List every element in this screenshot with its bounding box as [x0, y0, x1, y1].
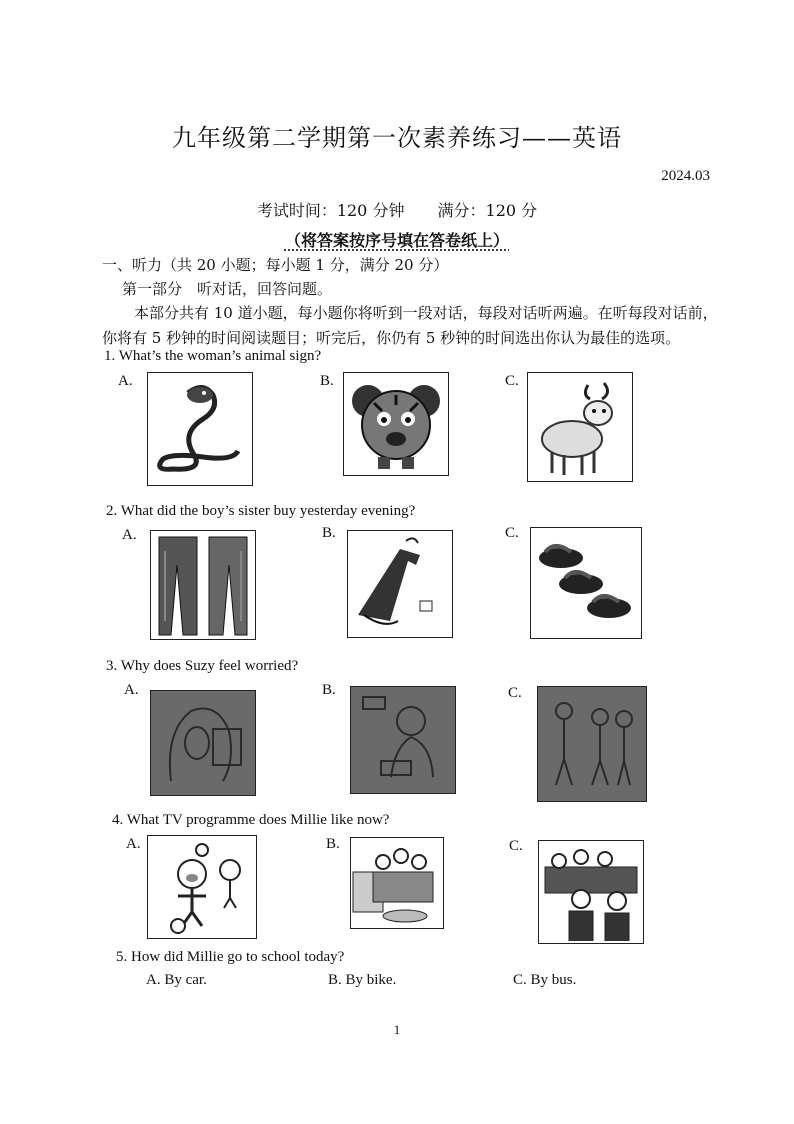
q5-option-b: B. By bike.: [328, 972, 397, 988]
question-3: 3. Why does Suzy feel worried?: [106, 658, 299, 674]
q4-option-a: A.: [126, 836, 141, 852]
tiger-image: [343, 372, 449, 476]
exam-time: 考试时间：120 分钟: [256, 201, 405, 220]
snake-image: [147, 372, 253, 486]
q2-option-a: A.: [122, 527, 137, 543]
q4-option-b: B.: [326, 836, 340, 852]
girl-reading-image: [150, 690, 256, 796]
exam-info: [0, 198, 794, 221]
dress-image: [347, 530, 453, 638]
q1-option-b: B.: [320, 373, 334, 389]
q2-option-b: B.: [322, 525, 336, 541]
q4-option-c: C.: [509, 838, 523, 854]
exam-date: 2024.03: [661, 168, 710, 184]
page-number: 1: [393, 1022, 401, 1037]
q3-option-b: B.: [322, 682, 336, 698]
q3-option-a: A.: [124, 682, 139, 698]
q1-option-c: C.: [505, 373, 519, 389]
people-walking-image: [537, 686, 647, 802]
instructions: 本部分共有 10 道小题，每小题你将听到一段对话，每段对话听两遍。在听每段对话前，你将有 5 秒钟的时间阅读题目；听完后，你仍有 5 秒钟的时间选出你认为最佳的选项。: [102, 304, 718, 347]
question-5: 5. How did Millie go to school today?: [116, 949, 345, 965]
girl-studying-image: [350, 686, 456, 794]
news-reporters-image: [538, 840, 644, 944]
cartoon-pigs-image: [147, 835, 257, 939]
jeans-image: [150, 530, 256, 640]
question-4: 4. What TV programme does Millie like now?: [112, 812, 390, 828]
shoes-image: [530, 527, 642, 639]
answer-notice: （将答案按序号填在答卷纸上）: [284, 231, 509, 250]
family-watching-tv-image: [350, 837, 444, 929]
question-1: 1. What’s the woman’s animal sign?: [104, 348, 322, 364]
page-title: 九年级第二学期第一次素养练习——英语: [172, 124, 622, 152]
q5-option-a: A. By car.: [146, 972, 207, 988]
goat-image: [527, 372, 633, 482]
exam-score: 满分：120 分: [437, 201, 538, 220]
part-heading: 第一部分 听对话，回答问题。: [122, 280, 333, 298]
q1-option-a: A.: [118, 373, 133, 389]
section-heading: 一、听力（共 20 小题；每小题 1 分，满分 20 分）: [102, 256, 449, 274]
q2-option-c: C.: [505, 525, 519, 541]
q3-option-c: C.: [508, 685, 522, 701]
question-2: 2. What did the boy’s sister buy yesterday evening?: [106, 503, 416, 519]
q5-option-c: C. By bus.: [513, 972, 577, 988]
